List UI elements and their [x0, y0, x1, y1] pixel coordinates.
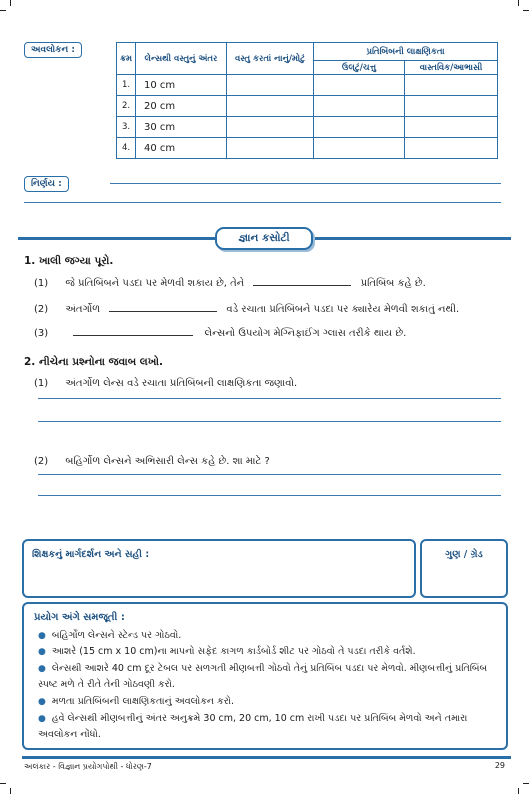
bullet-icon: ● — [38, 647, 46, 657]
row-number: 4. — [117, 138, 136, 159]
table-row — [117, 96, 498, 117]
row-distance: 10 cm — [136, 75, 227, 96]
crop-mark — [518, 788, 519, 794]
grade-label: ગુણ / ગ્રેડ — [445, 549, 483, 560]
instruction-item: ● બહિર્ગોળ લેન્સને સ્ટેન્ડ પર ગોઠવો. — [38, 630, 182, 641]
fill-item-2 — [34, 304, 459, 315]
answer-item-2 — [34, 456, 270, 467]
item-number: (2) — [34, 304, 49, 315]
col-serial-header: ક્રમ — [117, 43, 136, 75]
sub-type-header: વાસ્તવિક/આભાસી — [405, 61, 498, 75]
instructions-title: પ્રયોગ અંગે સમજૂતી : — [34, 612, 125, 623]
answer-cell[interactable] — [405, 138, 498, 159]
col-characteristics-header: પ્રતિબિંબની લાક્ષણિકતા — [314, 43, 498, 61]
item-number: (3) — [34, 328, 49, 339]
item-text-after: લેન્સનો ઉપયોગ મેગ્નિફાઈંગ ગ્લાસ તરીકે થાય છે. — [204, 328, 407, 339]
grade-box[interactable] — [420, 539, 508, 598]
col-distance-header: લેન્સથી વસ્તુનું અંતર — [136, 43, 227, 75]
crop-mark — [10, 0, 11, 6]
item-text-after: વડે રચાતા પ્રતિબિંબને પડદા પર ક્યારેય મેળવી શકાતું નથી. — [226, 304, 460, 315]
answer-cell[interactable] — [314, 138, 405, 159]
row-distance: 20 cm — [136, 96, 227, 117]
answer-cell[interactable] — [314, 75, 405, 96]
observation-label: અવલોકન : — [24, 42, 82, 58]
table-row — [117, 138, 498, 159]
crop-mark — [10, 788, 11, 794]
fill-item-3 — [34, 328, 406, 339]
answer-cell[interactable] — [405, 117, 498, 138]
blank-line[interactable] — [109, 311, 217, 312]
col-size-header: વસ્તુ કરતાં નાનું/મોટું — [227, 43, 314, 75]
answer-cell[interactable] — [227, 138, 314, 159]
answer-line[interactable] — [38, 474, 501, 475]
answer-cell[interactable] — [314, 117, 405, 138]
instruction-item: ● હવે લેન્સથી મીણબત્તીનું અંતર અનુક્રમે 30 cm, 20 cm, 10 cm રાખી પડદા પર પ્રતિબિંબ મેળવો અને તમારા અવલોકન નોંધો. — [38, 713, 468, 740]
item-number: (1) — [34, 378, 49, 389]
crop-mark — [518, 0, 519, 6]
table-row — [117, 75, 498, 96]
section2-heading: 2. નીચેના પ્રશ્નોના જવાબ લખો. — [24, 356, 163, 368]
row-distance: 40 cm — [136, 138, 227, 159]
bullet-icon: ● — [38, 631, 46, 641]
crop-mark — [0, 10, 6, 11]
conclusion-label: નિર્ણય : — [24, 176, 69, 192]
answer-line[interactable] — [38, 495, 501, 496]
instruction-item: ● લેન્સથી આશરે 40 cm દૂર ટેબલ પર સળગતી મીણબત્તી ગોઠવો તેનું પ્રતિબિંબ પડદા પર મેળવો. મીણબત્તીનું પ્રતિબિંબ સ્પષ્ટ મળે તે રીતે તેની ગોઠવણી કરો. — [38, 663, 488, 690]
item-text-before: જે પ્રતિબિંબને પડદા પર મેળવી શકાય છે, તેને — [65, 278, 245, 289]
answer-cell[interactable] — [227, 96, 314, 117]
crop-mark — [523, 10, 529, 11]
answer-cell[interactable] — [227, 75, 314, 96]
answer-line[interactable] — [38, 421, 501, 422]
blank-line[interactable] — [253, 285, 351, 286]
item-number: (1) — [34, 278, 49, 289]
item-text-before: અંતર્ગોળ — [65, 304, 101, 315]
answer-cell[interactable] — [405, 75, 498, 96]
observation-table — [116, 42, 498, 159]
page-number: 29 — [494, 761, 505, 770]
answer-cell[interactable] — [227, 117, 314, 138]
question-text: અંતર્ગોળ લેન્સ વડે રચાતા પ્રતિબિંબની લાક્ષણિકતા જણાવો. — [65, 378, 298, 389]
section1-heading: 1. ખાલી જગ્યા પૂરો. — [24, 255, 114, 267]
row-number: 2. — [117, 96, 136, 117]
item-text-after: પ્રતિબિંબ કહે છે. — [360, 278, 426, 289]
crop-mark — [0, 783, 6, 784]
instruction-item: ● આશરે (15 cm x 10 cm)ના માપનો સફેદ કાગળ કાર્ડબોર્ડ શીટ પર ગોઠવો તે પડદા તરીકે વર્તશે. — [38, 646, 416, 657]
answer-cell[interactable] — [314, 96, 405, 117]
row-number: 3. — [117, 117, 136, 138]
answer-line[interactable] — [38, 398, 501, 399]
teacher-signature-box[interactable] — [22, 539, 416, 598]
bullet-icon: ● — [38, 714, 46, 724]
teacher-signature-label: શિક્ષકનું માર્ગદર્શન અને સહી : — [32, 549, 150, 560]
item-number: (2) — [34, 456, 49, 467]
bullet-icon: ● — [38, 664, 46, 674]
answer-item-1 — [34, 378, 297, 389]
answer-cell[interactable] — [405, 96, 498, 117]
instruction-item: ● મળતા પ્રતિબિંબની લાક્ષણિકતાનું અવલોકન કરો. — [38, 696, 235, 707]
quiz-title: જ્ઞાન કસોટી — [215, 227, 313, 250]
table-row — [117, 117, 498, 138]
blank-line[interactable] — [73, 335, 193, 336]
conclusion-line[interactable] — [24, 202, 501, 203]
conclusion-line[interactable] — [110, 183, 501, 184]
question-text: બહિર્ગોળ લેન્સને અભિસારી લેન્સ કહે છે. શા માટે ? — [65, 456, 270, 467]
footer-bar — [22, 756, 511, 759]
bullet-icon: ● — [38, 697, 46, 707]
footer-title: અલંકાર - વિજ્ઞાન પ્રયોગપોથી - ધોરણ-7 — [24, 762, 152, 771]
row-distance: 30 cm — [136, 117, 227, 138]
fill-item-1 — [34, 278, 426, 289]
crop-mark — [523, 783, 529, 784]
row-number: 1. — [117, 75, 136, 96]
sub-orientation-header: ઉલટું/ચત્તુ — [314, 61, 405, 75]
